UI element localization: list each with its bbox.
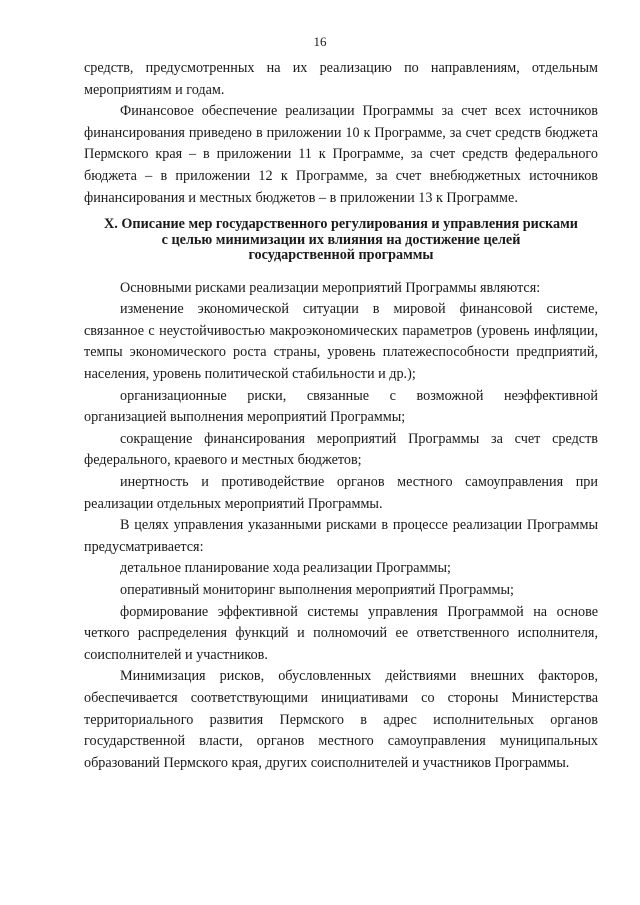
paragraph-minimization: Минимизация рисков, обусловленных действиями внешних факторов, обеспечивается соответствующими инициативами со стороны Министерства территориального развития Пермского в адрес исполнительных органов государственной власти, органов местного самоуправления муниципальных образований Пермского края, других соисполнителей и участников Программы. [84,668,598,771]
section-heading-line-1: X. Описание мер государственного регулирования и управления рисками [104,216,578,233]
page-number: 16 [313,34,327,49]
paragraph-financing: Финансовое обеспечение реализации Программы за счет всех источников финансирования приведено в приложении 10 к Программе, за счет средств бюджета Пермского края – в приложении 11 к Программе, за счет средств федерального бюджета – в приложении 12 к Программе, за счет внебюджетных источников финансирования и местных бюджетов – в приложении 13 к Программе. [84,103,598,206]
paragraph-measure-planning: детальное планирование хода реализации Программы; [120,560,452,577]
section-heading-line-2: с целью минимизации их влияния на достижение целей [161,231,521,248]
paragraph-management-intro: В целях управления указанными рисками в процессе реализации Программы предусматривается: [84,517,598,555]
paragraph-continuation: средств, предусмотренных на их реализацию по направлениям, отдельным мероприятиям и годам. [84,60,598,98]
paragraph-measure-system: формирование эффективной системы управления Программой на основе четкого распределения функций и полномочий ее ответственного исполнителя, соисполнителей и участников. [84,603,598,663]
document-body [84,58,598,774]
paragraph-risk-organizational: организационные риски, связанные с возможной неэффективной организацией выполнения мероприятий Программы; [84,387,598,426]
paragraph-measure-monitoring: оперативный мониторинг выполнения мероприятий Программы; [120,581,515,598]
section-heading-line-3: государственной программы [248,247,434,264]
section-heading [84,217,598,264]
paragraph-risk-funding: сокращение финансирования мероприятий Программы за счет средств федерального, краевого и местных бюджетов; [84,430,598,469]
paragraph-risk-inertia: инертность и противодействие органов местного самоуправления при реализации отдельных мероприятий Программы. [84,474,598,512]
paragraph-risks-intro: Основными рисками реализации мероприятий Программы являются: [120,279,541,296]
paragraph-risk-economic: изменение экономической ситуации в мировой финансовой системе, связанное с неустойчивостью макроэкономических параметров (уровень инфляции, темпы экономического роста страны, уровень платежеспособности предприятий, населения, уровень политической стабильности и др.); [84,301,598,383]
